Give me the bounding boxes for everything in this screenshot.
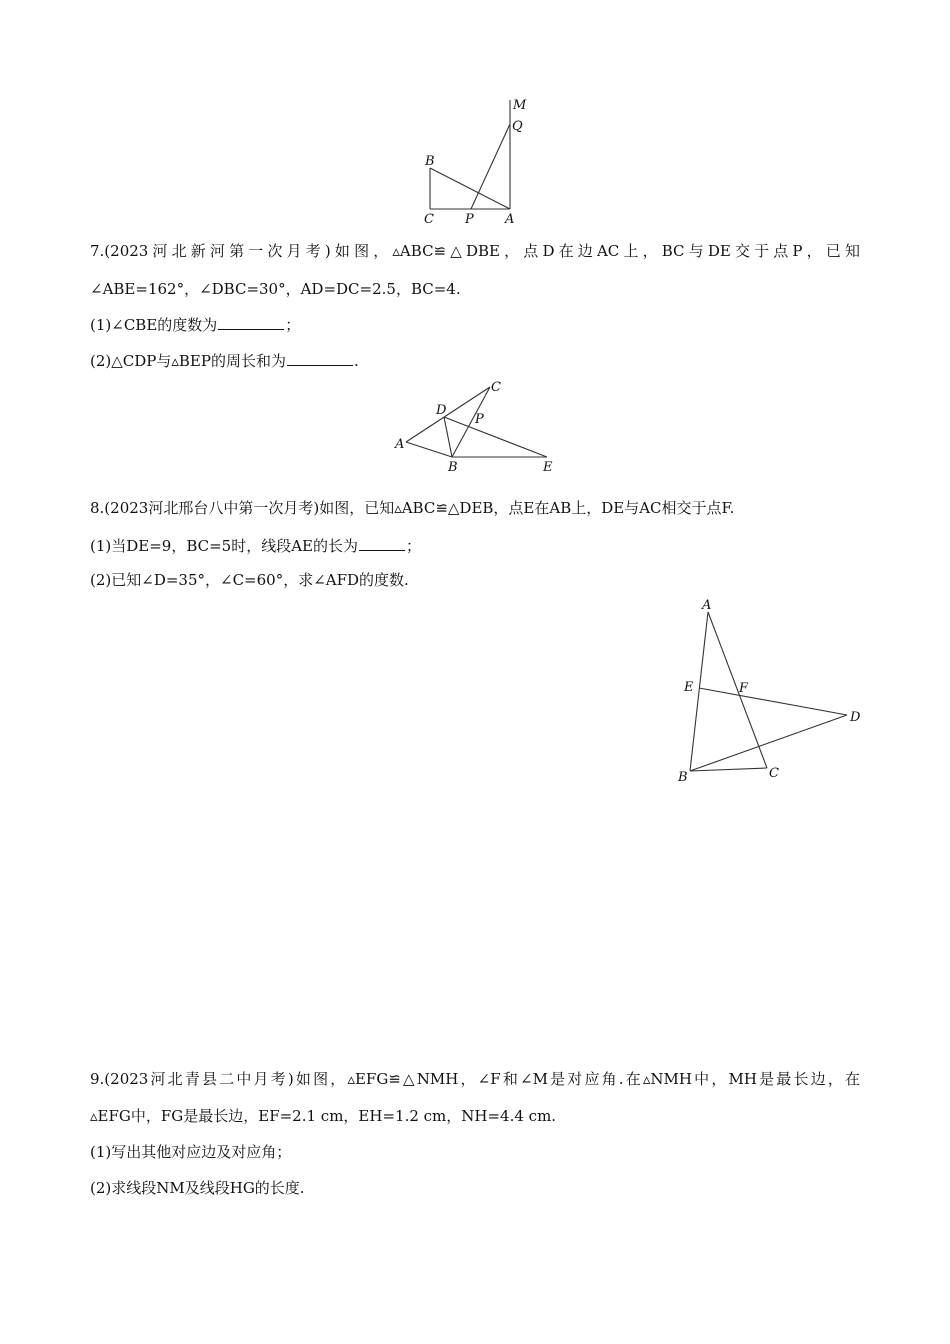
label-B: B [425,154,435,169]
q7-part-2 [90,350,860,371]
segment-ED [699,688,847,715]
segment-AB [406,442,452,457]
q8-line-1: 8.(2023河北邢台八中第一次月考)如图，已知▵ABC≌△DEB，点E在AB上，DE与AC相交于点F. [90,499,735,517]
segment-DB [444,417,452,457]
label-B: B [678,770,688,785]
q7-part-1-text: (1)∠CBE的度数为 [90,316,218,334]
label-C: C [491,380,501,395]
label-A: A [395,437,405,452]
q9-part-1: (1)写出其他对应边及对应角； [90,1143,292,1161]
segment-AC [708,612,767,768]
figure-1-diagram [410,92,540,228]
label-A: A [702,598,712,613]
figure-2-diagram [390,375,565,477]
label-C: C [424,212,434,227]
label-B: B [448,460,458,475]
label-P: P [465,212,474,227]
segment-DE [444,417,547,457]
q8-part-1-text: (1)当DE=9，BC=5时，线段AE的长为 [90,537,359,555]
q7-part-2-answer-blank[interactable] [287,350,353,366]
label-E: E [684,680,694,695]
q9-line-1: 9.(2023河北青县二中月考)如图，▵EFG≌△NMH，∠F和∠M是对应角.在▵NMH中，MH是最长边，在 [90,1070,860,1088]
label-P: P [475,412,484,427]
q8-part-2: (2)已知∠D=35°，∠C=60°，求∠AFD的度数. [90,571,409,589]
label-F: F [739,681,749,696]
q8-part-1-end: ； [406,537,422,555]
q8-part-1-answer-blank[interactable] [359,535,405,551]
label-Q: Q [512,119,523,134]
q7-part-1-answer-blank[interactable] [218,314,284,330]
q7-part-2-end: . [353,352,359,370]
segment-BA [430,168,510,209]
segment-PQ [471,124,510,209]
label-A: A [505,212,515,227]
q7-part-1 [90,314,860,335]
q7-part-1-end: ； [285,316,301,334]
q7-line-2: ∠ABE=162°，∠DBC=30°，AD=DC=2.5，BC=4. [90,280,461,298]
q8-part-1 [90,535,860,556]
label-E: E [543,460,553,475]
label-D: D [850,710,861,725]
q9-part-2: (2)求线段NM及线段HG的长度. [90,1179,305,1197]
segment-BD [690,715,847,771]
q7-part-2-text: (2)△CDP与▵BEP的周长和为 [90,352,286,370]
label-C: C [769,766,779,781]
segment-BC [690,768,767,771]
figure-3-diagram [672,596,867,788]
label-D: D [436,403,447,418]
label-M: M [513,98,527,113]
q9-line-2: ▵EFG中，FG是最长边，EF=2.1 cm，EH=1.2 cm，NH=4.4 cm. [90,1107,557,1125]
q7-line-1: 7.(2023河北新河第一次月考)如图，▵ABC≌△DBE，点D在边AC上，BC与DE交于点P，已知 [90,242,860,260]
